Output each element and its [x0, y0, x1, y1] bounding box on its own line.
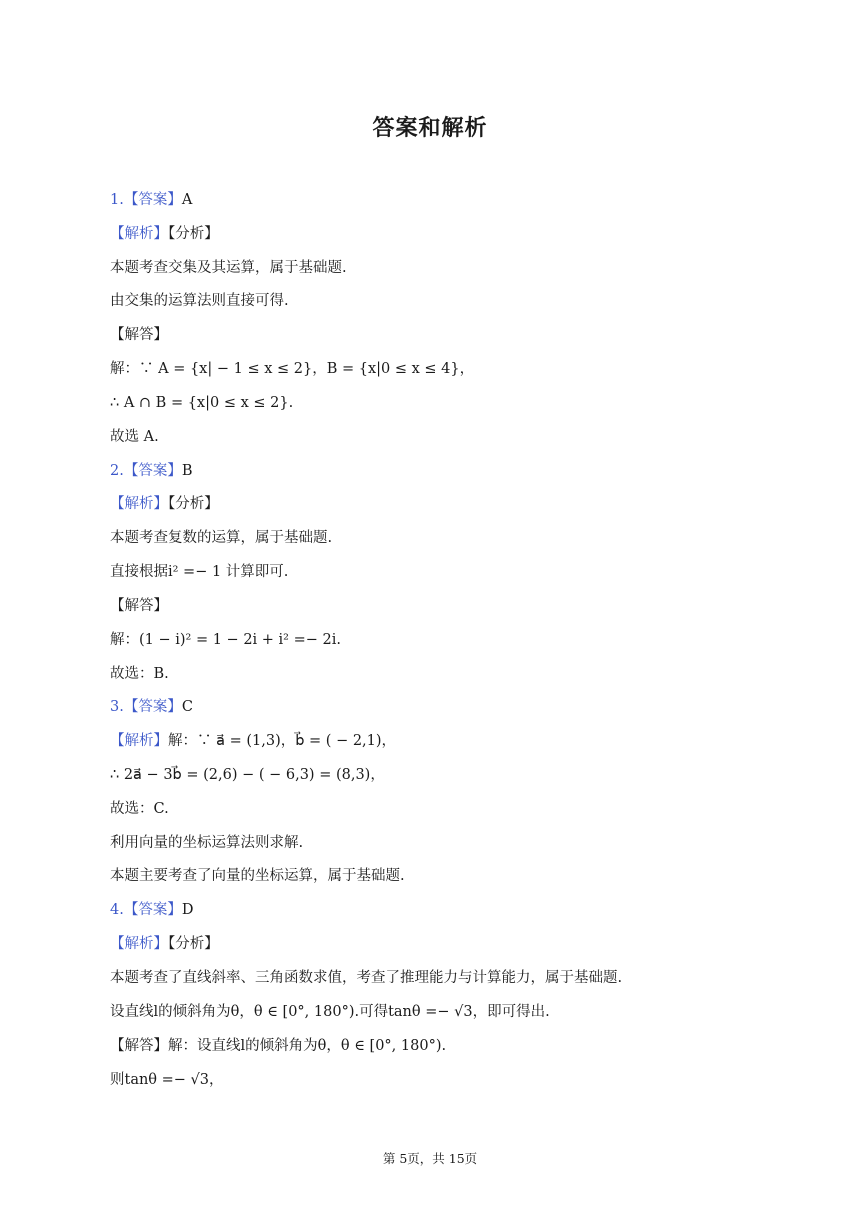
text-line	[110, 461, 193, 481]
line-text: 解：(1 − i)² = 1 − 2i + i² =− 2i.	[110, 632, 341, 648]
text-line	[110, 1036, 446, 1056]
line-text: 解：∵ A = {x| − 1 ≤ x ≤ 2}，B = {x|0 ≤ x ≤ 4}，	[110, 361, 475, 377]
line-text: 解：∵ a⃗ = (1,3)，b⃗ = ( − 2,1)，	[168, 733, 397, 749]
line-text: 本题主要考查了向量的坐标运算，属于基础题.	[110, 868, 405, 884]
line-text: 【解答】解：设直线l的倾斜角为θ，θ ∈ [0°, 180°).	[110, 1038, 447, 1054]
text-line	[110, 866, 405, 886]
page-title: 答案和解析	[372, 116, 488, 141]
text-line	[110, 968, 622, 988]
text-line	[110, 630, 341, 650]
line-text: 则tanθ =− √3，	[110, 1072, 224, 1088]
line-text: 【分析】	[168, 226, 219, 242]
section-label: 1.【答案】	[110, 192, 182, 208]
text-line	[110, 596, 168, 616]
text-line	[110, 799, 169, 819]
text-line	[110, 1002, 550, 1022]
text-line	[110, 359, 474, 379]
text-line	[110, 325, 168, 345]
page-footer: 第 5页，共 15页	[382, 1151, 478, 1166]
line-text: 【解答】	[110, 327, 168, 343]
section-label: 【解析】	[110, 496, 168, 512]
line-text: 利用向量的坐标运算法则求解.	[110, 835, 304, 851]
text-line	[110, 731, 396, 751]
line-text: 【解答】	[110, 598, 168, 614]
line-text: ∴ A ∩ B = {x|0 ≤ x ≤ 2}.	[110, 395, 294, 411]
text-line	[110, 258, 347, 278]
line-text: A	[181, 192, 193, 208]
line-text: ∴ 2a⃗ − 3b⃗ = (2,6) − ( − 6,3) = (8,3)，	[110, 767, 385, 783]
text-line	[110, 765, 385, 785]
line-text: 【分析】	[168, 936, 219, 952]
section-label: 【解析】	[110, 226, 168, 242]
line-text: C	[181, 699, 193, 715]
line-text: D	[181, 902, 194, 918]
line-text: 故选：C.	[110, 801, 169, 817]
line-text: 设直线l的倾斜角为θ，θ ∈ [0°, 180°).可得tanθ =− √3，即可得出.	[110, 1004, 550, 1020]
section-label: 3.【答案】	[110, 699, 182, 715]
line-text: 本题考查了直线斜率、三角函数求值，考查了推理能力与计算能力，属于基础题.	[110, 970, 623, 986]
section-label: 2.【答案】	[110, 463, 182, 479]
line-text: 【分析】	[168, 496, 219, 512]
text-line	[110, 664, 169, 684]
section-label: 【解析】	[110, 936, 168, 952]
text-line	[110, 934, 219, 954]
text-line	[110, 291, 289, 311]
line-text: 故选 A.	[110, 429, 159, 445]
text-line	[110, 697, 193, 717]
line-text: 由交集的运算法则直接可得.	[110, 293, 289, 309]
text-line	[110, 833, 303, 853]
section-label: 【解析】	[110, 733, 168, 749]
section-label: 4.【答案】	[110, 902, 182, 918]
text-line	[110, 528, 332, 548]
text-line	[110, 494, 219, 514]
text-line	[110, 900, 193, 920]
line-text: 本题考查交集及其运算，属于基础题.	[110, 260, 347, 276]
text-line	[110, 190, 192, 210]
text-line	[110, 393, 293, 413]
line-text: B	[181, 463, 193, 479]
text-line	[110, 562, 288, 582]
line-text: 故选：B.	[110, 666, 169, 682]
line-text: 本题考查复数的运算，属于基础题.	[110, 530, 333, 546]
text-line	[110, 1070, 224, 1090]
line-text: 直接根据i² =− 1 计算即可.	[110, 564, 289, 580]
text-line	[110, 427, 159, 447]
text-line	[110, 224, 219, 244]
